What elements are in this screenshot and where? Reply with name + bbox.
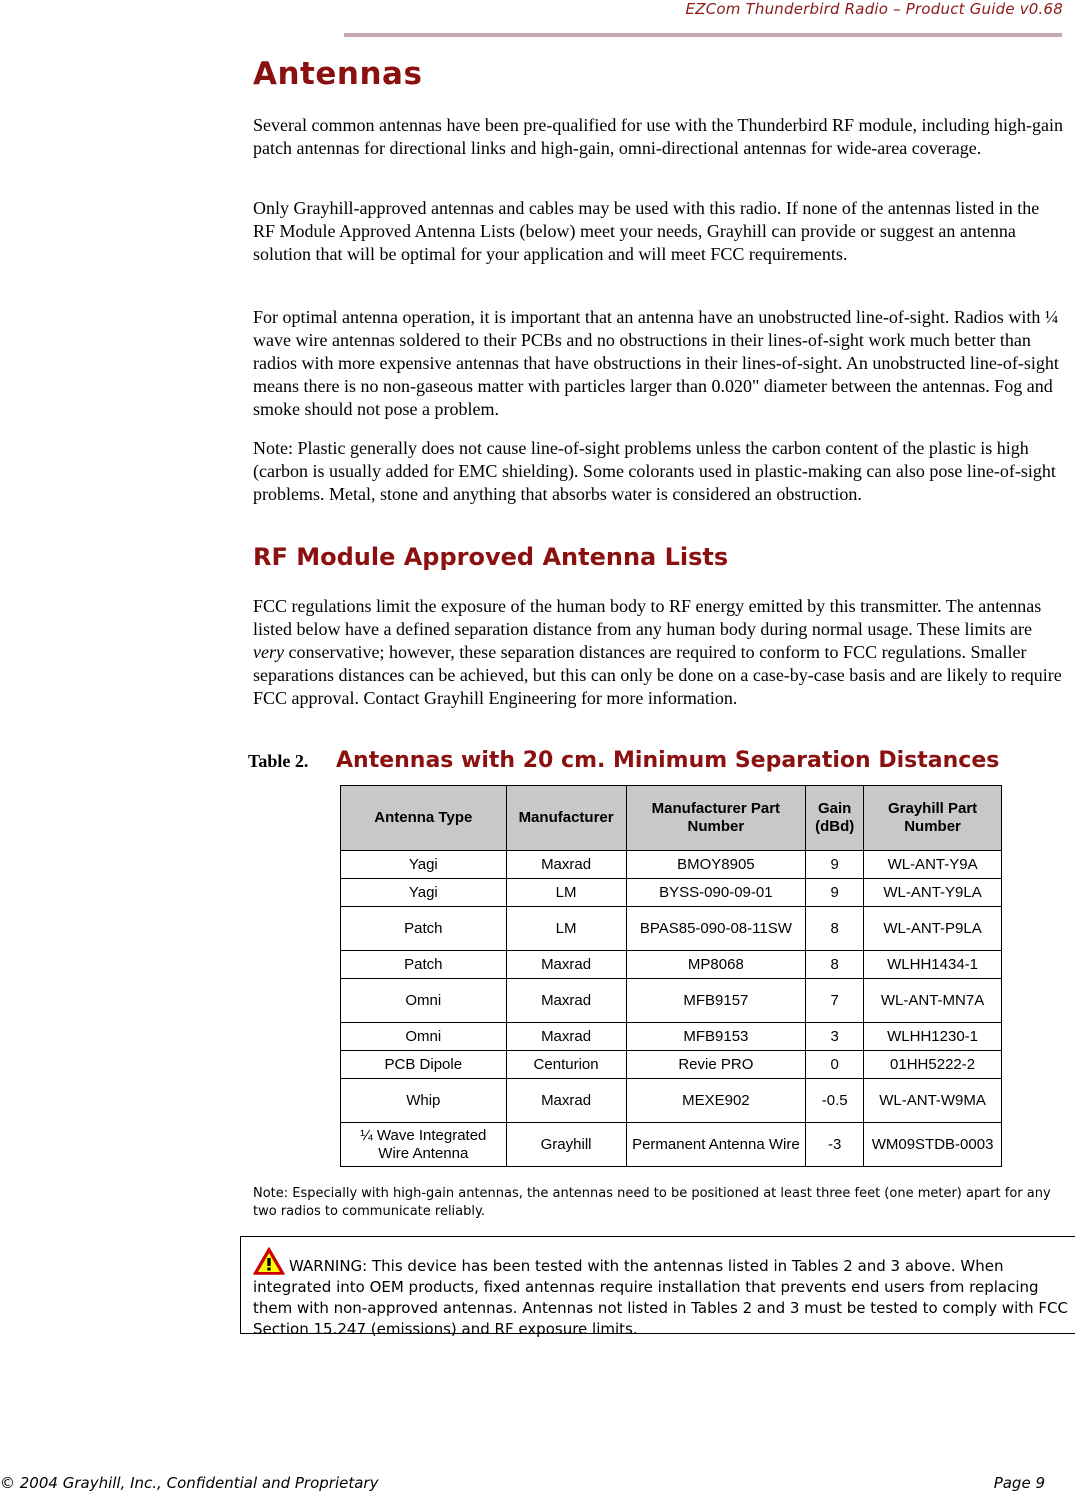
cell-gain: 3 xyxy=(806,1023,864,1051)
cell-gain: 8 xyxy=(806,951,864,979)
table-caption xyxy=(248,748,1028,773)
cell-part: MP8068 xyxy=(626,951,806,979)
table-title: Antennas with 20 cm. Minimum Separation Distances xyxy=(336,748,1000,773)
table-row xyxy=(341,907,1002,951)
cell-manufacturer: LM xyxy=(506,907,626,951)
cell-part: BPAS85-090-08-11SW xyxy=(626,907,806,951)
cell-type: PCB Dipole xyxy=(341,1051,507,1079)
warning-triangle-icon xyxy=(253,1247,285,1275)
warning-box xyxy=(240,1236,1075,1338)
cell-grayhill-part: 01HH5222-2 xyxy=(864,1051,1002,1079)
cell-grayhill-part: WLHH1434-1 xyxy=(864,951,1002,979)
antenna-table xyxy=(340,785,1002,1167)
cell-gain: 9 xyxy=(806,879,864,907)
cell-type: Yagi xyxy=(341,879,507,907)
paragraph-2: Only Grayhill-approved antennas and cables may be used with this radio. If none of the antennas listed in the RF Module Approved Antenna Lists (below) meet your needs, Grayhill can provide or suggest an antenna solution that will be optimal for your application and will meet FCC requirements. xyxy=(253,198,1040,264)
cell-grayhill-part: WL-ANT-P9LA xyxy=(864,907,1002,951)
cell-manufacturer: Centurion xyxy=(506,1051,626,1079)
footer-copyright: © 2004 Grayhill, Inc., Confidential and Proprietary xyxy=(0,1474,379,1492)
fcc-paragraph-end: conservative; however, these separation distances are required to conform to FCC regulations. Smaller separations distances can be achieved, but this can only be done on a case-by-case basis and are likely to require FCC approval. Contact Grayhill Engineering for more information. xyxy=(253,642,1062,708)
cell-manufacturer: Maxrad xyxy=(506,1023,626,1051)
cell-type: ¼ Wave Integrated Wire Antenna xyxy=(341,1123,507,1167)
cell-part: MEXE902 xyxy=(626,1079,806,1123)
fcc-paragraph-start: FCC regulations limit the exposure of the human body to RF energy emitted by this transmitter. The antennas listed below have a defined separation distance from any human body during normal usage. These limits are xyxy=(253,596,1042,639)
table-row xyxy=(341,879,1002,907)
fcc-paragraph-emphasis: very xyxy=(253,642,284,662)
cell-part: MFB9153 xyxy=(626,1023,806,1051)
section-title: Antennas xyxy=(253,56,423,92)
cell-gain: 8 xyxy=(806,907,864,951)
cell-manufacturer: Grayhill xyxy=(506,1123,626,1167)
cell-type: Patch xyxy=(341,951,507,979)
table-row xyxy=(341,979,1002,1023)
table-row xyxy=(341,1051,1002,1079)
header-part-number: Manufacturer Part Number xyxy=(626,786,806,851)
warning-text: WARNING: This device has been tested with the antennas listed in Tables 2 and 3 above. When integrated into OEM products, fixed antennas require installation that prevents end users from replacing them with non-approved antennas. Antennas not listed in Tables 2 and 3 must be tested to comply with FCC Section 15.247 (emissions) and RF exposure limits. xyxy=(253,1257,1068,1338)
footer-page-number: Page 9 xyxy=(993,1474,1045,1492)
cell-type: Whip xyxy=(341,1079,507,1123)
header-manufacturer: Manufacturer xyxy=(506,786,626,851)
cell-part: Revie PRO xyxy=(626,1051,806,1079)
cell-manufacturer: Maxrad xyxy=(506,1079,626,1123)
table-number: Table 2. xyxy=(248,751,309,771)
subsection-title: RF Module Approved Antenna Lists xyxy=(253,543,729,571)
header-gain: Gain (dBd) xyxy=(806,786,864,851)
cell-grayhill-part: WL-ANT-MN7A xyxy=(864,979,1002,1023)
paragraph-1: Several common antennas have been pre-qualified for use with the Thunderbird RF module, including high-gain patch antennas for directional links and high-gain, omni-directional antennas for wide-area coverage. xyxy=(253,115,1063,158)
cell-gain: 0 xyxy=(806,1051,864,1079)
cell-type: Omni xyxy=(341,1023,507,1051)
paragraph-3: For optimal antenna operation, it is important that an antenna have an unobstructed line-of-sight. Radios with ¼ wave wire antennas soldered to their PCBs and no obstructions in their lines-of-sight work much better than radios with more expensive antennas that have obstructions in their lines-of-sight. An unobstructed line-of-sight means there is no non-gaseous matter with particles larger than 0.020" diameter between the antennas. Fog and smoke should not pose a problem. xyxy=(253,307,1059,419)
cell-manufacturer: Maxrad xyxy=(506,951,626,979)
cell-type: Omni xyxy=(341,979,507,1023)
cell-gain: -0.5 xyxy=(806,1079,864,1123)
paragraph-4: Note: Plastic generally does not cause line-of-sight problems unless the carbon content of the plastic is high (carbon is usually added for EMC shielding). Some colorants used in plastic-making can also pose line-of-sight problems. Metal, stone and anything that absorbs water is considered an obstruction. xyxy=(253,438,1056,504)
header-antenna-type: Antenna Type xyxy=(341,786,507,851)
cell-part: BMOY8905 xyxy=(626,851,806,879)
cell-grayhill-part: WL-ANT-W9MA xyxy=(864,1079,1002,1123)
cell-manufacturer: LM xyxy=(506,879,626,907)
table-row xyxy=(341,951,1002,979)
cell-grayhill-part: WM09STDB-0003 xyxy=(864,1123,1002,1167)
table-row xyxy=(341,1079,1002,1123)
cell-part: MFB9157 xyxy=(626,979,806,1023)
header-rule xyxy=(344,33,1062,37)
cell-manufacturer: Maxrad xyxy=(506,979,626,1023)
cell-gain: -3 xyxy=(806,1123,864,1167)
table-row xyxy=(341,1123,1002,1167)
cell-gain: 7 xyxy=(806,979,864,1023)
cell-type: Patch xyxy=(341,907,507,951)
cell-grayhill-part: WL-ANT-Y9LA xyxy=(864,879,1002,907)
cell-gain: 9 xyxy=(806,851,864,879)
cell-part: BYSS-090-09-01 xyxy=(626,879,806,907)
cell-part: Permanent Antenna Wire xyxy=(626,1123,806,1167)
cell-grayhill-part: WL-ANT-Y9A xyxy=(864,851,1002,879)
separation-note: Note: Especially with high-gain antennas, the antennas need to be positioned at least three feet (one meter) apart for any two radios to communicate reliably. xyxy=(253,1186,1051,1219)
header-grayhill-part: Grayhill Part Number xyxy=(864,786,1002,851)
table-row xyxy=(341,1023,1002,1051)
cell-grayhill-part: WLHH1230-1 xyxy=(864,1023,1002,1051)
cell-manufacturer: Maxrad xyxy=(506,851,626,879)
table-row xyxy=(341,851,1002,879)
table-header-row xyxy=(341,786,1002,851)
header-title: EZCom Thunderbird Radio – Product Guide v0.68 xyxy=(685,0,1063,18)
fcc-paragraph xyxy=(253,595,1065,710)
cell-type: Yagi xyxy=(341,851,507,879)
